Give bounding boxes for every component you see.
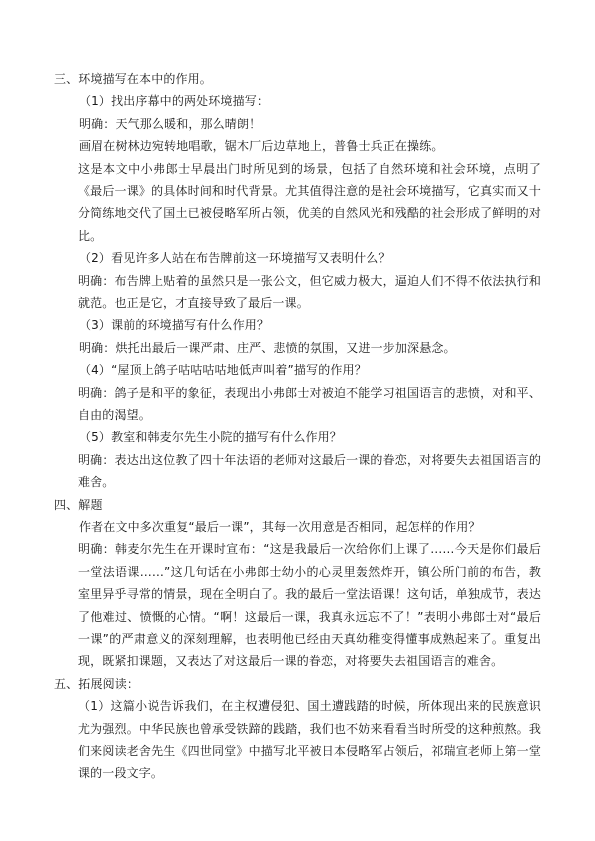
- answer-1-line-1: 明确：天气那么暖和，那么晴朗！: [79, 116, 262, 131]
- question-5: （5）教室和韩麦尔先生小院的描写有什么作用？: [79, 430, 342, 445]
- document-page: [54, 68, 541, 785]
- answer-repetition: 明确：韩麦尔先生在开课时宣布：“这是我最后一次给你们上课了……今天是你们最后一堂法语课……”这几句话在小弗郎士幼小的心灵里轰然炸开，镇公所门前的布告，教室里异乎寻常的情景，现在全明白了。我的最后一堂法语课！这句话，单独成节，表达了他难过、愤慨的心情。“啊！这最后一课，我真永远忘不了！”表明小弗郎士对“最后一课”的严肃意义的深刻理解，也表明他已经由天真幼稚变得懂事成熟起来了。重复出现，既紧扣课题，又表达了对这最后一课的眷恋，对将要失去祖国语言的难舍。: [78, 542, 541, 669]
- question-2: （2）看见许多人站在布告牌前这一环境描写又表明什么？: [79, 251, 391, 266]
- answer-4: 明确：鸽子是和平的象征，表现出小弗郎士对被迫不能学习祖国语言的悲愤，对和平、自由的渴望。: [78, 385, 541, 422]
- question-3: （3）课前的环境描写有什么作用？: [79, 318, 270, 333]
- answer-1-line-2: 画眉在树林边宛转地唱歌，锯木厂后边草地上，普鲁士兵正在操练。: [79, 139, 444, 154]
- extended-reading-paragraph: （1）这篇小说告诉我们，在主权遭侵犯、国土遭践踏的时候，所体现出来的民族意识尤为强烈。中华民族也曾承受铁蹄的践踏，我们也不妨来看看当时所受的这种煎熬。我们来阅读老舍先生《四世同堂》中描写北平被日本侵略军占领后，祁瑞宣老师上第一堂课的一段文字。: [78, 699, 541, 781]
- question-1: （1）找出序幕中的两处环境描写：: [79, 94, 270, 109]
- analysis-paragraph: 这是本文中小弗郎士早晨出门时所见到的场景，包括了自然环境和社会环境，点明了《最后一课》的具体时间和时代背景。尤其值得注意的是社会环境描写，它真实而又十分简练地交代了国土已被侵略军所占领，优美的自然风光和残酷的社会形成了鲜明的对比。: [78, 161, 541, 243]
- section-heading-extended-reading: 五、拓展阅读：: [54, 676, 140, 691]
- answer-2: 明确：布告牌上贴着的虽然只是一张公文，但它威力极大，逼迫人们不得不依法执行和就范。也正是它，才直接导致了最后一课。: [78, 273, 541, 310]
- section-heading-environment: 三、环境描写在本中的作用。: [54, 72, 212, 86]
- answer-5: 明确：表达出这位教了四十年法语的老师对这最后一课的眷恋，对将要失去祖国语言的难舍。: [78, 452, 541, 490]
- question-4: （4）“屋顶上鸽子咕咕咕咕地低声叫着”描写的作用？: [79, 363, 367, 378]
- section-heading-explanation: 四、解题: [54, 497, 103, 512]
- question-repetition: 作者在文中多次重复“最后一课”，其每一次用意是否相同，起怎样的作用？: [79, 519, 481, 534]
- answer-3: 明确：烘托出最后一课严肃、庄严、悲愤的氛围，又进一步加深悬念。: [79, 340, 456, 355]
